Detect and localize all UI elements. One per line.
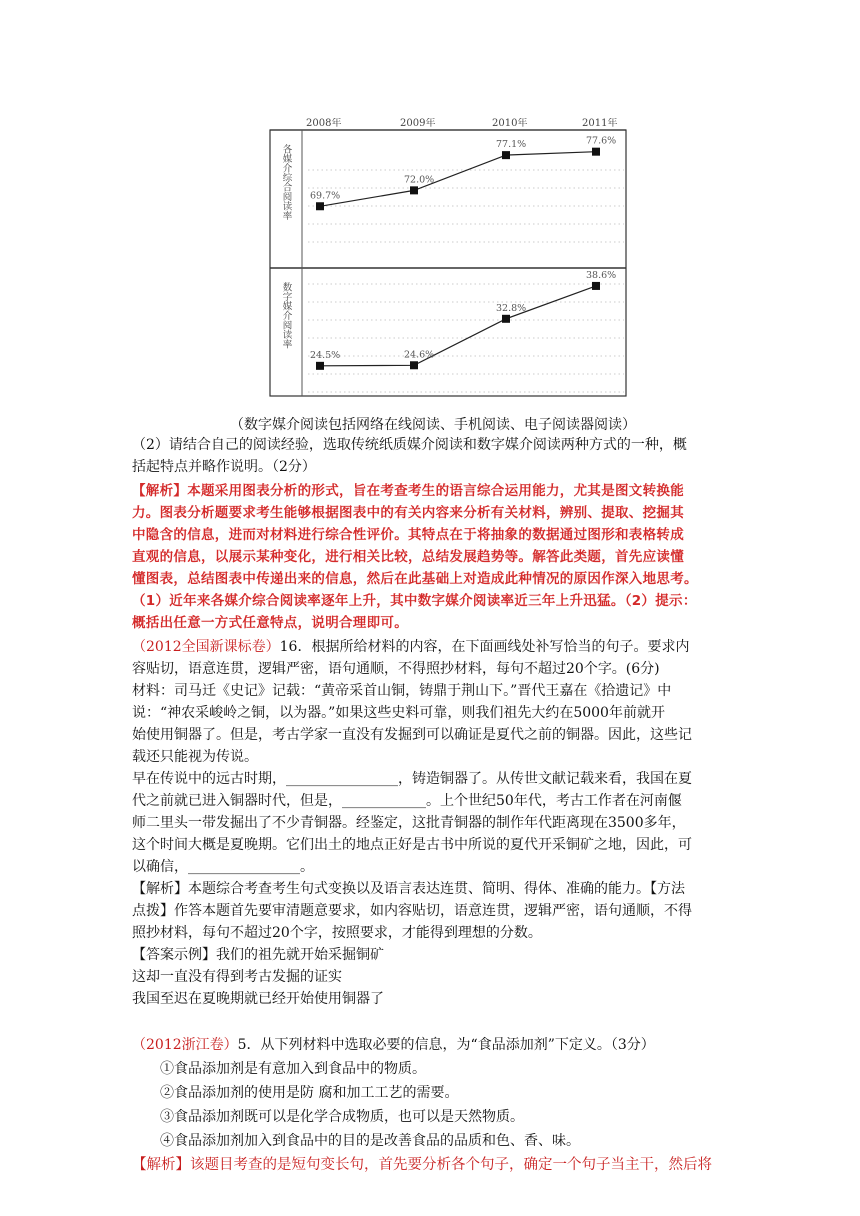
analysis1-line: 直观的信息，以展示某种变化，进行相关比较，总结发展趋势等。解答此类题，首先应读懂 xyxy=(132,549,684,565)
panel1-title: 各媒介综合阅读率 xyxy=(280,144,292,220)
data-label: 77.6% xyxy=(586,135,617,147)
q16-line: 材料：司马迁《史记》记载：“黄帝采首山铜，铸鼎于荆山下。”晋代王嘉在《拾遗记》中 xyxy=(132,683,672,699)
data-point xyxy=(316,202,324,210)
data-label: 24.5% xyxy=(310,349,341,361)
analysis1-line: 懂图表，总结图表中传递出来的信息，然后在此基础上对造成此种情况的原因作深入地思考。 xyxy=(132,571,698,587)
data-point xyxy=(410,186,418,194)
data-label: 77.1% xyxy=(496,139,527,151)
q5-analysis-text: 该题目考查的是短句变长句，首先要分析各个句子，确定一个句子当主干，然后将 xyxy=(190,1157,712,1173)
q5-item: ④食品添加剂加入到食品中的目的是改善食品的品质和色、香、味。 xyxy=(160,1133,580,1149)
q5-title-line xyxy=(132,1034,732,1056)
data-label: 72.0% xyxy=(404,174,435,186)
data-point xyxy=(502,315,510,323)
q16-line: 代之前就已进入铜器时代，但是，____________。上个世纪50年代，考古工作者在河南偃 xyxy=(132,793,682,809)
data-label: 38.6% xyxy=(586,269,617,281)
q16-first-line xyxy=(132,636,732,658)
q5-item: ③食品添加剂既可以是化学合成物质，也可以是天然物质。 xyxy=(160,1109,524,1125)
q16-analysis-line: 点拨】作答本题首先要审清题意要求，如内容贴切，语意连贯，逻辑严密，语句通顺，不得 xyxy=(132,903,692,919)
analysis1-line: 【解析】本题采用图表分析的形式，旨在考查考生的语言综合运用能力，尤其是图文转换能 xyxy=(132,483,684,499)
reading-rate-chart xyxy=(262,118,636,400)
analysis1-line: （1）近年来各媒介综合阅读率逐年上升，其中数字媒介阅读率近三年上升迅猛。（2）提示： xyxy=(132,593,697,609)
q16-answer-line: 这却一直没有得到考古发掘的证实 xyxy=(132,969,342,985)
series-composite-reading xyxy=(310,136,616,211)
q16-line: 这个时间大概是夏晚期。它们出土的地点正好是古书中所说的夏代开采铜矿之地，因此，可 xyxy=(132,837,692,853)
data-label: 24.6% xyxy=(404,349,435,361)
q16-analysis-line: 照抄材料，每句不超过20个字，按照要求，才能得到理想的分数。 xyxy=(132,925,542,941)
data-label: 69.7% xyxy=(310,190,341,202)
analysis1-line: 概括出任意一方式任意特点，说明合理即可。 xyxy=(132,615,408,631)
year-label: 2008年 xyxy=(306,118,342,129)
q5-title: 5．从下列材料中选取必要的信息，为“食品添加剂”下定义。（3分） xyxy=(237,1037,655,1053)
q16-source: （2012全国新课标卷） xyxy=(132,639,280,655)
q5-analysis-tag: 【解析】 xyxy=(132,1157,190,1173)
year-labels xyxy=(306,118,617,129)
q16-line: 说：“神农采峻岭之铜，以为器。”如果这些史料可靠，则我们祖先大约在5000年前就开 xyxy=(132,705,665,721)
analysis1-line: 中隐含的信息，进而对材料进行综合性评价。其特点在于将抽象的数据通过图形和表格转成 xyxy=(132,527,684,543)
analysis1-line: 力。图表分析题要求考生能够根据图表中的有关内容来分析有关材料，辨别、提取、挖掘其 xyxy=(132,505,684,521)
q16-line: 始使用铜器了。但是，考古学家一直没有发掘到可以确证是夏代之前的铜器。因此，这些记 xyxy=(132,727,692,743)
q2-line-1: （2）请结合自己的阅读经验，选取传统纸质媒介阅读和数字媒介阅读两种方式的一种，概 xyxy=(132,437,687,453)
q2-line-2: 括起特点并略作说明。（2分） xyxy=(132,459,316,475)
data-point xyxy=(410,361,418,369)
year-label: 2010年 xyxy=(492,118,528,129)
data-point xyxy=(592,282,600,290)
q5-analysis-line xyxy=(132,1154,732,1176)
year-label: 2009年 xyxy=(400,118,436,129)
data-point xyxy=(592,148,600,156)
q16-line: 16．根据所给材料的内容，在下面画线处补写恰当的句子。要求内 xyxy=(279,639,690,655)
panel2-title: 数字媒介阅读率 xyxy=(280,282,292,349)
q16-line: 早在传说中的远古时期，________________，铸造铜器了。从传世文献记载来看，我国在夏 xyxy=(132,771,692,787)
q16-answer-line: 【答案示例】我们的祖先就开始采掘铜矿 xyxy=(132,947,384,963)
chart-caption: （数字媒介阅读包括网络在线阅读、手机阅读、电子阅读器阅读） xyxy=(230,417,636,433)
q5-source: （2012浙江卷） xyxy=(132,1037,238,1053)
data-point xyxy=(502,151,510,159)
year-label: 2011年 xyxy=(582,118,618,129)
data-point xyxy=(316,362,324,370)
q16-line: 载还只能视为传说。 xyxy=(132,749,258,765)
q16-line: 师二里头一带发掘出了不少青铜器。经鉴定，这批青铜器的制作年代距离现在3500多年， xyxy=(132,815,686,831)
q16-analysis-line: 【解析】本题综合考查考生句式变换以及语言表达连贯、简明、得体、准确的能力。【方法 xyxy=(132,881,685,897)
q5-item: ②食品添加剂的使用是防 腐和加工工艺的需要。 xyxy=(160,1085,459,1101)
q5-item: ①食品添加剂是有意加入到食品中的物质。 xyxy=(160,1061,426,1077)
grid-lines xyxy=(308,170,624,392)
q16-answer-line: 我国至迟在夏晚期就已经开始使用铜器了 xyxy=(132,991,384,1007)
q16-line: 容贴切，语意连贯，逻辑严密，语句通顺，不得照抄材料，每句不超过20个字。(6分) xyxy=(132,661,660,677)
data-label: 32.8% xyxy=(496,302,527,314)
q16-line: 以确信，________________。 xyxy=(132,859,314,875)
series-line xyxy=(320,286,596,366)
series-line xyxy=(320,152,596,207)
